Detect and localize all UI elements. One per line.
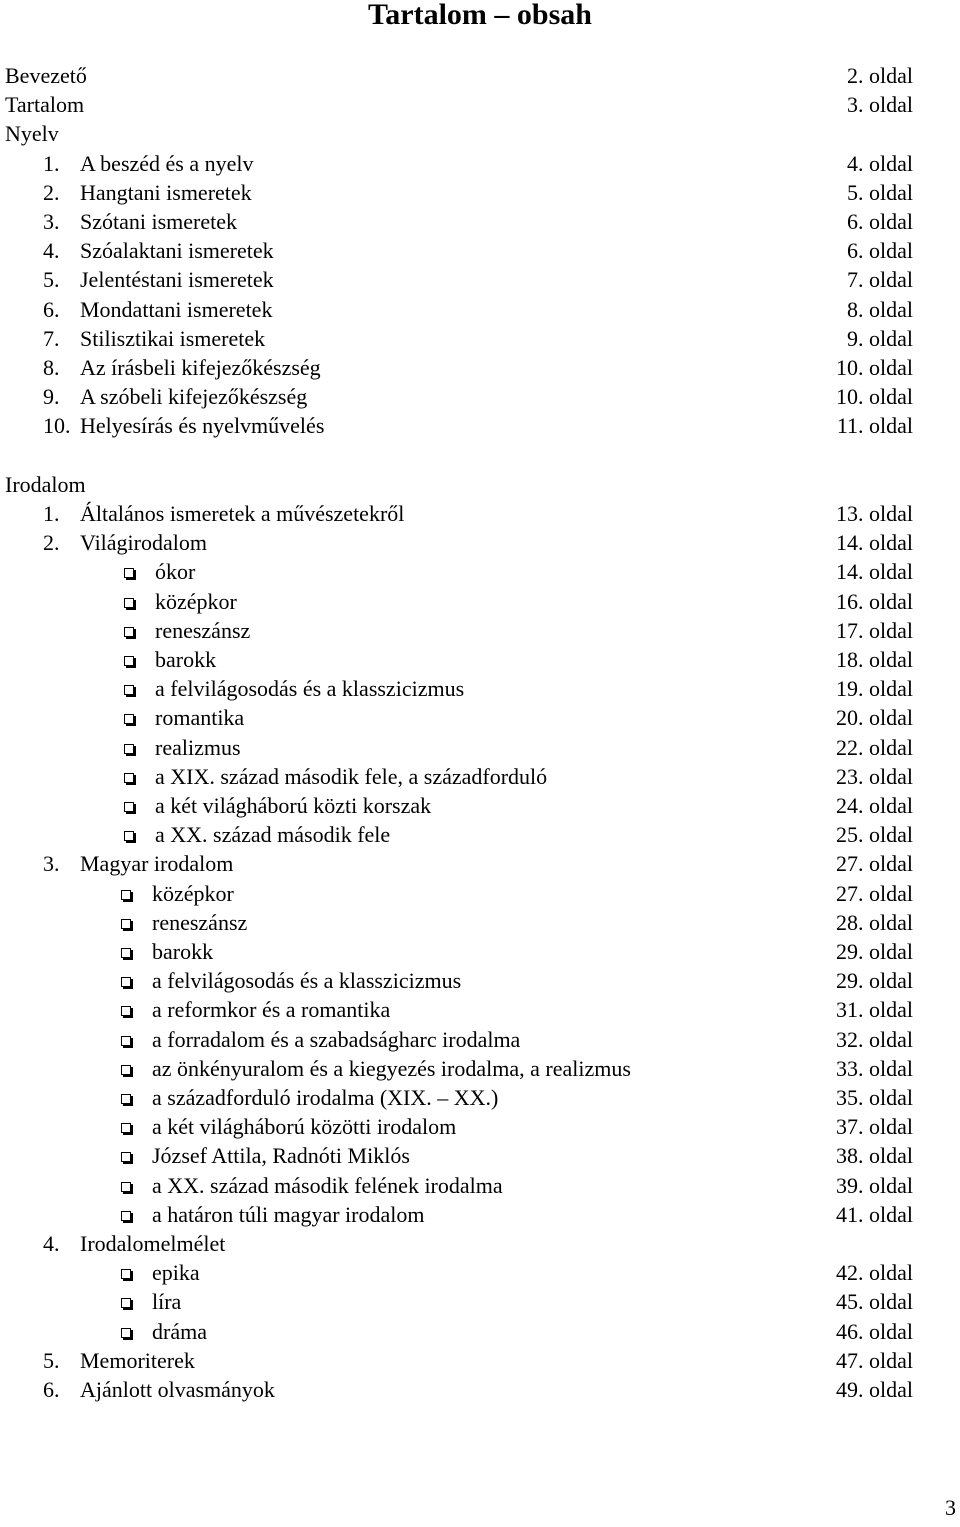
toc-entry-page: 24. oldal — [836, 793, 913, 818]
toc-entry — [0, 703, 960, 732]
toc-entry-label: Nyelv — [5, 121, 59, 146]
toc-entry — [0, 236, 960, 265]
toc-entry-page: 28. oldal — [836, 910, 913, 935]
checkbox-bullet-icon — [124, 598, 134, 608]
toc-entry-label: Általános ismeretek a művészetekről — [80, 501, 405, 526]
checkbox-bullet-icon — [121, 1211, 131, 1221]
checkbox-bullet-icon — [121, 1065, 131, 1075]
toc-entry-label: Memoriterek — [80, 1348, 195, 1373]
toc-entry-label: József Attila, Radnóti Miklós — [152, 1143, 410, 1168]
toc-entry-label: Világirodalom — [80, 530, 207, 555]
toc-entry — [0, 353, 960, 382]
toc-entry — [0, 1258, 960, 1287]
toc-entry-label: romantika — [155, 705, 245, 730]
toc-entry-page: 29. oldal — [836, 939, 913, 964]
toc-entry-page: 2. oldal — [847, 63, 913, 88]
toc-entry-page: 49. oldal — [836, 1377, 913, 1402]
toc-entry — [0, 119, 960, 148]
toc-entry-number: 4. — [43, 238, 60, 263]
toc-entry-page: 27. oldal — [836, 851, 913, 876]
toc-entry — [0, 1200, 960, 1229]
toc-entry — [0, 1287, 960, 1316]
toc-entry-label: a XX. század második felének irodalma — [152, 1173, 503, 1198]
toc-entry-label: Tartalom — [5, 92, 85, 117]
toc-entry-page: 35. oldal — [836, 1085, 913, 1110]
toc-entry — [0, 849, 960, 878]
toc-entry-number: 3. — [43, 851, 60, 876]
toc-entry — [0, 61, 960, 90]
toc-entry — [0, 587, 960, 616]
toc-entry-number: 5. — [43, 1348, 60, 1373]
toc-entry-page: 14. oldal — [836, 559, 913, 584]
toc-entry-label: Irodalom — [5, 472, 86, 497]
toc-entry-label: a határon túli magyar irodalom — [152, 1202, 425, 1227]
toc-entry — [0, 966, 960, 995]
toc-entry-label: Jelentéstani ismeretek — [80, 267, 274, 292]
toc-entry-page: 4. oldal — [847, 151, 913, 176]
checkbox-bullet-icon — [121, 1036, 131, 1046]
toc-entry — [0, 937, 960, 966]
toc-entry-label: barokk — [155, 647, 217, 672]
toc-entry — [0, 499, 960, 528]
checkbox-bullet-icon — [121, 1094, 131, 1104]
toc-entry-page: 14. oldal — [836, 530, 913, 555]
toc-entry — [0, 1141, 960, 1170]
toc-entry-label: Hangtani ismeretek — [80, 180, 252, 205]
toc-entry — [0, 265, 960, 294]
checkbox-bullet-icon — [121, 1269, 131, 1279]
checkbox-bullet-icon — [121, 1298, 131, 1308]
toc-entry-label: középkor — [155, 589, 237, 614]
toc-entry-page: 47. oldal — [836, 1348, 913, 1373]
toc-entry-page: 11. oldal — [836, 413, 913, 438]
toc-entry-label: az önkényuralom és a kiegyezés irodalma, a realizmus — [152, 1056, 631, 1081]
toc-entry — [0, 557, 960, 586]
checkbox-bullet-icon — [124, 685, 134, 695]
toc-entry-page: 6. oldal — [847, 209, 913, 234]
toc-entry — [0, 820, 960, 849]
toc-entry-label: a XIX. század második fele, a századforduló — [155, 764, 548, 789]
checkbox-bullet-icon — [124, 568, 134, 578]
toc-entry-number: 2. — [43, 180, 60, 205]
toc-entry-label: ókor — [155, 559, 196, 584]
toc-entry-page: 39. oldal — [836, 1173, 913, 1198]
toc-entry-label: középkor — [152, 881, 234, 906]
checkbox-bullet-icon — [121, 919, 131, 929]
toc-entry-page: 23. oldal — [836, 764, 913, 789]
toc-entry-label: a századforduló irodalma (XIX. – XX.) — [152, 1085, 499, 1110]
page-number: 3 — [945, 1495, 956, 1520]
toc-entry-label: Mondattani ismeretek — [80, 297, 273, 322]
toc-entry-label: a reformkor és a romantika — [152, 997, 391, 1022]
toc-entry — [0, 908, 960, 937]
checkbox-bullet-icon — [124, 802, 134, 812]
toc-entry-label: Stilisztikai ismeretek — [80, 326, 266, 351]
checkbox-bullet-icon — [121, 977, 131, 987]
toc-entry-label: a forradalom és a szabadságharc irodalma — [152, 1027, 521, 1052]
toc-entry-number: 6. — [43, 297, 60, 322]
toc-entry-number: 6. — [43, 1377, 60, 1402]
toc-entry-page: 20. oldal — [836, 705, 913, 730]
checkbox-bullet-icon — [121, 890, 131, 900]
toc-entry — [0, 411, 960, 440]
toc-entry — [0, 1375, 960, 1404]
toc-entry-label: epika — [152, 1260, 200, 1285]
checkbox-bullet-icon — [121, 1152, 131, 1162]
checkbox-bullet-icon — [121, 1182, 131, 1192]
toc-entry-number: 7. — [43, 326, 60, 351]
toc-entry-number: 1. — [43, 151, 60, 176]
toc-entry — [0, 178, 960, 207]
toc-entry — [0, 1171, 960, 1200]
toc-entry-label: Irodalomelmélet — [80, 1231, 226, 1256]
toc-entry-page: 27. oldal — [836, 881, 913, 906]
toc-entry-page: 29. oldal — [836, 968, 913, 993]
toc-entry-page: 10. oldal — [836, 355, 913, 380]
toc-entry-label: Az írásbeli kifejezőkészség — [80, 355, 321, 380]
toc-entry — [0, 674, 960, 703]
toc-entry-page: 46. oldal — [836, 1319, 913, 1344]
toc-entry-page: 5. oldal — [847, 180, 913, 205]
page-title: Tartalom – obsah — [368, 0, 592, 31]
toc-entry-number: 10. — [43, 413, 71, 438]
toc-entry-page: 33. oldal — [836, 1056, 913, 1081]
toc-entry — [0, 879, 960, 908]
toc-entry — [0, 733, 960, 762]
toc-entry-page: 3. oldal — [847, 92, 913, 117]
toc-entry — [0, 295, 960, 324]
toc-entry-label: Szótani ismeretek — [80, 209, 238, 234]
toc-entry-label: Szóalaktani ismeretek — [80, 238, 274, 263]
toc-entry — [0, 1229, 960, 1258]
toc-entry-label: barokk — [152, 939, 214, 964]
checkbox-bullet-icon — [124, 714, 134, 724]
toc-entry-page: 9. oldal — [847, 326, 913, 351]
toc-entry-page: 41. oldal — [836, 1202, 913, 1227]
toc-entry-label: Ajánlott olvasmányok — [80, 1377, 275, 1402]
toc-entry — [0, 1083, 960, 1112]
toc-entry — [0, 528, 960, 557]
toc-entry-label: a XX. század második fele — [155, 822, 391, 847]
toc-entry-page: 45. oldal — [836, 1289, 913, 1314]
toc-entry-label: reneszánsz — [155, 618, 251, 643]
toc-entry — [0, 645, 960, 674]
toc-entry-number: 1. — [43, 501, 60, 526]
toc-entry-page: 38. oldal — [836, 1143, 913, 1168]
toc-entry — [0, 995, 960, 1024]
toc-entry-label: Magyar irodalom — [80, 851, 234, 876]
toc-entry-label: dráma — [152, 1319, 207, 1344]
toc-entry — [0, 1346, 960, 1375]
toc-entry-page: 37. oldal — [836, 1114, 913, 1139]
toc-entry-number: 8. — [43, 355, 60, 380]
toc-entry-number: 3. — [43, 209, 60, 234]
checkbox-bullet-icon — [121, 1328, 131, 1338]
toc-entry-page: 8. oldal — [847, 297, 913, 322]
checkbox-bullet-icon — [121, 948, 131, 958]
checkbox-bullet-icon — [124, 627, 134, 637]
toc-entry-number: 5. — [43, 267, 60, 292]
checkbox-bullet-icon — [121, 1123, 131, 1133]
checkbox-bullet-icon — [124, 773, 134, 783]
checkbox-bullet-icon — [124, 656, 134, 666]
toc-entry-page: 17. oldal — [836, 618, 913, 643]
toc-entry-label: a két világháború közti korszak — [155, 793, 432, 818]
toc-entry-label: Bevezető — [5, 63, 87, 88]
toc-entry — [0, 149, 960, 178]
toc-entry-number: 4. — [43, 1231, 60, 1256]
toc-entry — [0, 1054, 960, 1083]
toc-entry — [0, 1025, 960, 1054]
toc-entry-page: 22. oldal — [836, 735, 913, 760]
toc-entry — [0, 90, 960, 119]
toc-entry-page: 6. oldal — [847, 238, 913, 263]
toc-entry — [0, 382, 960, 411]
toc-entry-page: 7. oldal — [847, 267, 913, 292]
toc-entry-number: 2. — [43, 530, 60, 555]
toc-entry — [0, 207, 960, 236]
toc-entry — [0, 470, 960, 499]
toc-entry-label: Helyesírás és nyelvművelés — [80, 413, 325, 438]
toc-entry — [0, 1112, 960, 1141]
toc-entry-label: A beszéd és a nyelv — [80, 151, 254, 176]
toc-entry-label: a felvilágosodás és a klasszicizmus — [155, 676, 465, 701]
toc-entry-page: 42. oldal — [836, 1260, 913, 1285]
toc-entry-page: 19. oldal — [836, 676, 913, 701]
toc-entry-label: realizmus — [155, 735, 241, 760]
toc-entry-page: 18. oldal — [836, 647, 913, 672]
toc-entry — [0, 762, 960, 791]
checkbox-bullet-icon — [124, 744, 134, 754]
checkbox-bullet-icon — [121, 1006, 131, 1016]
toc-entry-page: 32. oldal — [836, 1027, 913, 1052]
toc-entry — [0, 324, 960, 353]
toc-entry-page: 10. oldal — [836, 384, 913, 409]
toc-entry-page: 16. oldal — [836, 589, 913, 614]
toc-entry-page: 25. oldal — [836, 822, 913, 847]
toc-entry-page: 31. oldal — [836, 997, 913, 1022]
checkbox-bullet-icon — [124, 831, 134, 841]
toc-entry — [0, 1317, 960, 1346]
toc-entry-label: líra — [152, 1289, 182, 1314]
toc-entry-page: 13. oldal — [836, 501, 913, 526]
toc-entry — [0, 616, 960, 645]
toc-entry-label: a két világháború közötti irodalom — [152, 1114, 457, 1139]
toc-entry-number: 9. — [43, 384, 60, 409]
toc-entry-label: A szóbeli kifejezőkészség — [80, 384, 308, 409]
toc-entry — [0, 791, 960, 820]
toc-entry-label: a felvilágosodás és a klasszicizmus — [152, 968, 462, 993]
toc-entry-label: reneszánsz — [152, 910, 248, 935]
